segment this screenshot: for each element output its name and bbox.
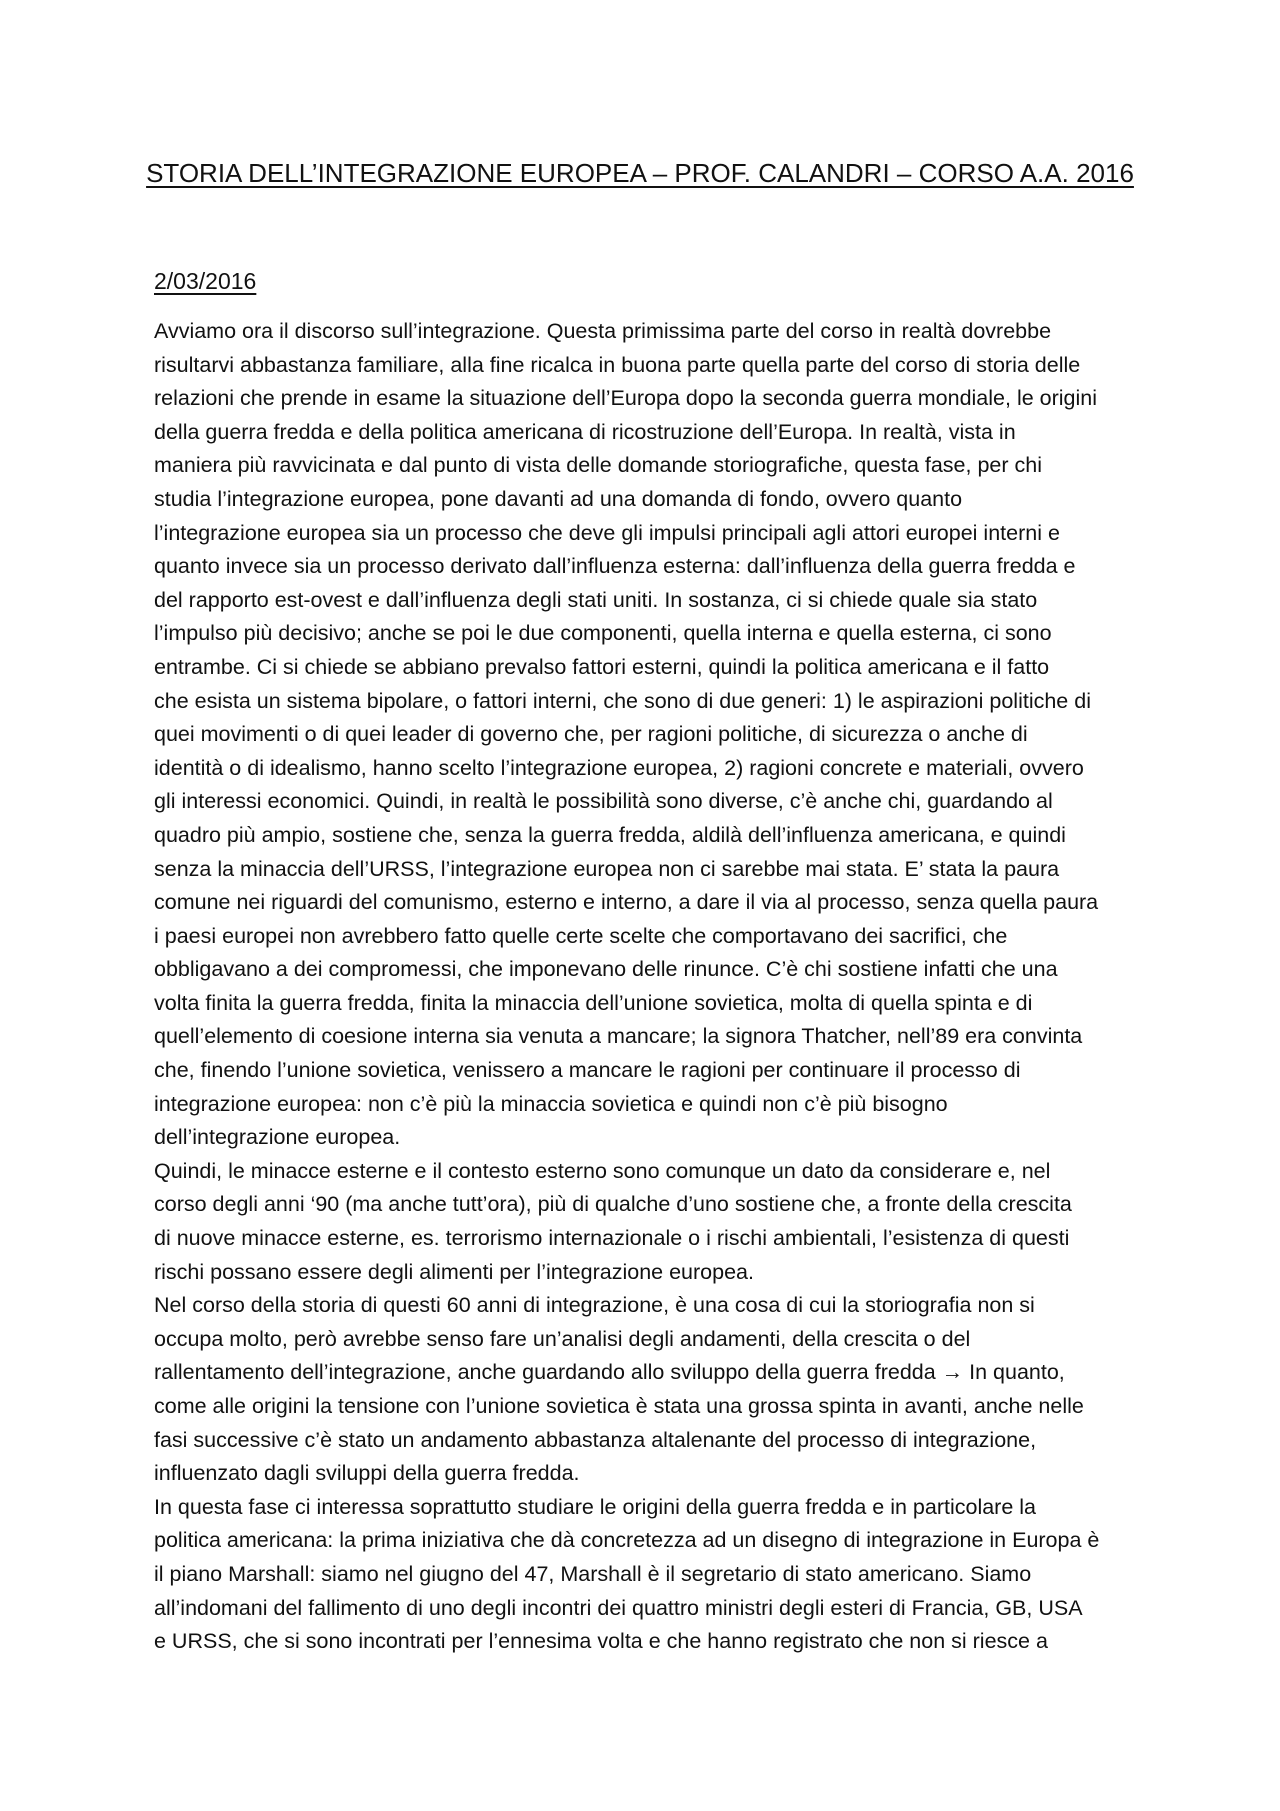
text-line: occupa molto, però avrebbe senso fare un’analisi degli andamenti, della crescita o del — [154, 1326, 971, 1351]
document-title: STORIA DELL’INTEGRAZIONE EUROPEA – PROF. CALANDRI – CORSO A.A. 2016 — [146, 158, 1134, 188]
text-line: risultarvi abbastanza familiare, alla fine ricalca in buona parte quella parte del corso di storia delle — [154, 352, 1081, 377]
text-line: che esista un sistema bipolare, o fattori interni, che sono di due generi: 1) le aspirazioni politiche di — [154, 688, 1091, 713]
text-line: rallentamento dell’integrazione, anche guardando allo sviluppo della guerra fredda → In quanto, — [154, 1360, 1065, 1385]
paragraph — [154, 1289, 1134, 1491]
text-line: maniera più ravvicinata e dal punto di vista delle domande storiografiche, questa fase, per chi — [154, 453, 1042, 478]
text-line: relazioni che prende in esame la situazione dell’Europa dopo la seconda guerra mondiale, le origini — [154, 386, 1098, 411]
text-line: gli interessi economici. Quindi, in realtà le possibilità sono diverse, c’è anche chi, guardando al — [154, 789, 1053, 814]
text-line: e URSS, che si sono incontrati per l’ennesima volta e che hanno registrato che non si riesce a — [154, 1629, 1048, 1654]
text-line: identità o di idealismo, hanno scelto l’integrazione europea, 2) ragioni concrete e materiali, ovvero — [154, 755, 1084, 780]
text-line: politica americana: la prima iniziativa che dà concretezza ad un disegno di integrazione in Europa è — [154, 1528, 1100, 1553]
paragraph — [154, 1491, 1134, 1659]
text-line: In questa fase ci interessa soprattutto studiare le origini della guerra fredda e in particolare la — [154, 1494, 1037, 1519]
text-line: volta finita la guerra fredda, finita la minaccia dell’unione sovietica, molta di quella spinta e di — [154, 990, 1033, 1015]
text-line: i paesi europei non avrebbero fatto quelle certe scelte che comportavano dei sacrifici, che — [154, 923, 1008, 948]
text-line: quei movimenti o di quei leader di governo che, per ragioni politiche, di sicurezza o anche di — [154, 722, 1028, 747]
text-line: dell’integrazione europea. — [154, 1125, 401, 1150]
text-line: di nuove minacce esterne, es. terrorismo internazionale o i rischi ambientali, l’esistenza di questi — [154, 1226, 1070, 1251]
text-line: quanto invece sia un processo derivato dall’influenza esterna: dall’influenza della guerra fredda e — [154, 554, 1076, 579]
text-line: obbligavano a dei compromessi, che imponevano delle rinunce. C’è chi sostiene infatti che una — [154, 957, 1058, 982]
text-line: influenzato dagli sviluppi della guerra fredda. — [154, 1461, 580, 1486]
text-line: fasi successive c’è stato un andamento abbastanza altalenante del processo di integrazione, — [154, 1427, 1037, 1452]
paragraph — [154, 1155, 1134, 1289]
document-body — [154, 315, 1134, 1659]
text-line: Avviamo ora il discorso sull’integrazione. Questa primissima parte del corso in realtà dovrebbe — [154, 319, 1052, 343]
text-line: Quindi, le minacce esterne e il contesto esterno sono comunque un dato da considerare e, nel — [154, 1158, 1051, 1183]
text-line: quell’elemento di coesione interna sia venuta a mancare; la signora Thatcher, nell’89 era convinta — [154, 1024, 1083, 1049]
text-line: che, finendo l’unione sovietica, venissero a mancare le ragioni per continuare il processo di — [154, 1058, 1021, 1083]
text-line: del rapporto est-ovest e dall’influenza degli stati uniti. In sostanza, ci si chiede quale sia stato — [154, 587, 1038, 612]
text-line: l’integrazione europea sia un processo che deve gli impulsi principali agli attori europei interni e — [154, 520, 1060, 545]
text-line: quadro più ampio, sostiene che, senza la guerra fredda, aldilà dell’influenza americana, e quindi — [154, 822, 1066, 847]
lecture-date: 2/03/2016 — [154, 268, 257, 294]
text-line: il piano Marshall: siamo nel giugno del 47, Marshall è il segretario di stato americano. Siamo — [154, 1561, 1032, 1586]
paragraph — [154, 315, 1134, 1155]
text-line: studia l’integrazione europea, pone davanti ad una domanda di fondo, ovvero quanto — [154, 486, 963, 511]
text-line: rischi possano essere degli alimenti per l’integrazione europea. — [154, 1259, 754, 1284]
text-line: corso degli anni ‘90 (ma anche tutt’ora), più di qualche d’uno sostiene che, a fronte della crescita — [154, 1192, 1072, 1217]
text-line: come alle origini la tensione con l’unione sovietica è stata una grossa spinta in avanti, anche nelle — [154, 1394, 1084, 1418]
text-line: all’indomani del fallimento di uno degli incontri dei quattro ministri degli esteri di Francia, GB, USA — [154, 1595, 1083, 1620]
text-line: della guerra fredda e della politica americana di ricostruzione dell’Europa. In realtà, vista in — [154, 419, 1016, 444]
text-line: entrambe. Ci si chiede se abbiano prevalso fattori esterni, quindi la politica americana e il fatto — [154, 654, 1050, 679]
text-line: integrazione europea: non c’è più la minaccia sovietica e quindi non c’è più bisogno — [154, 1091, 948, 1116]
text-line: senza la minaccia dell’URSS, l’integrazione europea non ci sarebbe mai stata. E’ stata la paura — [154, 856, 1060, 881]
text-line: comune nei riguardi del comunismo, esterno e interno, a dare il via al processo, senza quella paura — [154, 890, 1099, 915]
text-line: Nel corso della storia di questi 60 anni di integrazione, è una cosa di cui la storiografia non si — [154, 1293, 1035, 1318]
text-line: l’impulso più decisivo; anche se poi le due componenti, quella interna e quella esterna, ci sono — [154, 621, 1052, 646]
